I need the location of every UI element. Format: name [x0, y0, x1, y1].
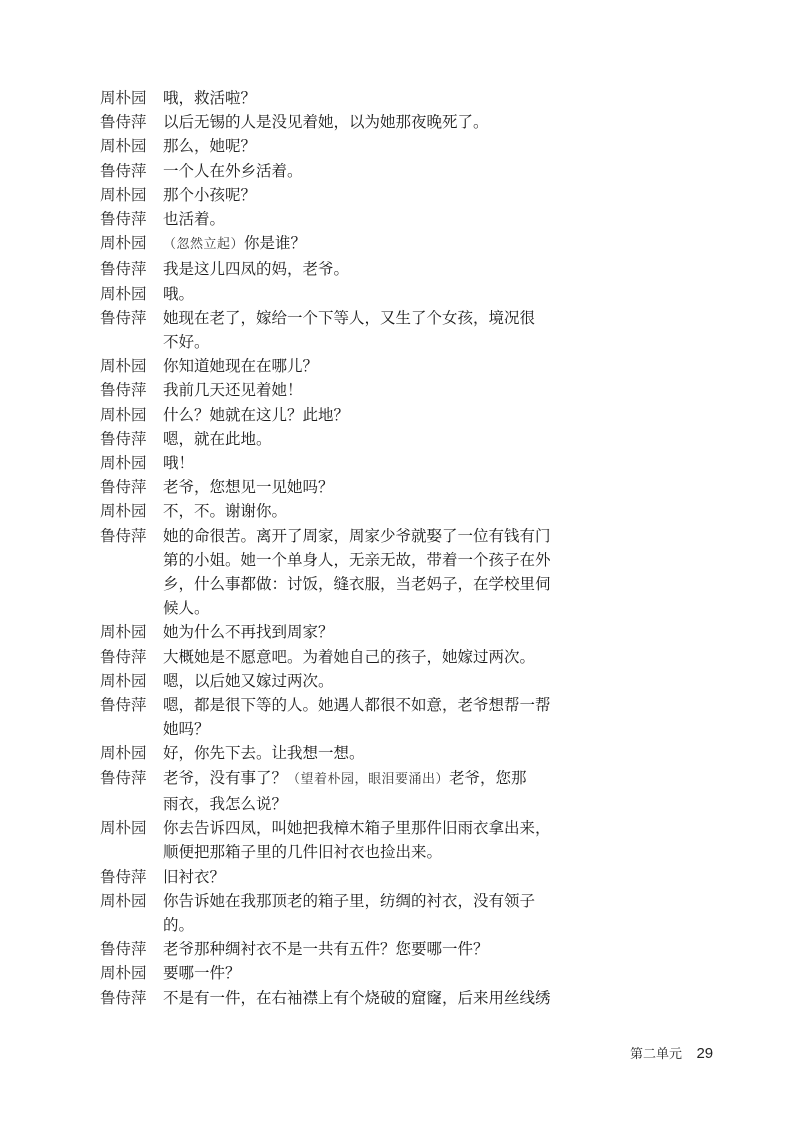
script-dialogue	[100, 86, 560, 1010]
speaker-name: 周朴园	[100, 185, 147, 204]
stage-direction: （望着朴园，眼泪要涌出）	[287, 771, 450, 787]
dialogue-line	[100, 986, 560, 1010]
speech-text: 嗯，以后她又嫁过两次。	[163, 671, 334, 690]
text-line	[163, 717, 560, 741]
speech-text: 什么？她就在这儿？此地？	[163, 405, 350, 424]
page-number: 29	[696, 1045, 714, 1062]
speaker-name: 鲁侍萍	[100, 988, 147, 1007]
text-line	[163, 524, 560, 548]
dialogue-text	[163, 403, 560, 427]
text-line	[163, 620, 560, 644]
speech-text: 我是这儿四凤的妈，老爷。	[163, 260, 350, 279]
dialogue-line	[100, 865, 560, 889]
dialogue-text	[163, 306, 560, 354]
dialogue-text	[163, 961, 560, 985]
dialogue-line	[100, 499, 560, 523]
dialogue-text	[163, 937, 560, 961]
dialogue-line	[100, 475, 560, 499]
dialogue-text	[163, 427, 560, 451]
text-line	[163, 378, 560, 402]
speech-text: 候人。	[163, 599, 210, 618]
speaker-name: 鲁侍萍	[100, 768, 147, 787]
text-line	[163, 207, 560, 231]
speaker-name: 周朴园	[100, 891, 147, 910]
speech-text: 老爷，您那	[449, 768, 527, 787]
speech-text: 一个人在外乡活着。	[163, 161, 303, 180]
dialogue-line	[100, 403, 560, 427]
dialogue-text	[163, 766, 560, 816]
unit-label: 第二单元	[630, 1046, 683, 1061]
speaker-name: 鲁侍萍	[100, 161, 147, 180]
text-line	[163, 110, 560, 134]
speech-text: 老爷那种绸衬衣不是一共有五件？您要哪一件？	[163, 940, 489, 959]
text-line	[163, 865, 560, 889]
text-line	[163, 427, 560, 451]
text-line	[163, 86, 560, 110]
dialogue-line	[100, 159, 560, 183]
text-line	[163, 741, 560, 765]
speaker-name: 鲁侍萍	[100, 478, 147, 497]
dialogue-text	[163, 134, 560, 158]
dialogue-text	[163, 231, 560, 257]
dialogue-line	[100, 354, 560, 378]
dialogue-line	[100, 306, 560, 354]
speaker-name: 鲁侍萍	[100, 308, 147, 327]
text-line	[163, 986, 560, 1010]
speech-text: 你去告诉四凤，叫她把我樟木箱子里那件旧雨衣拿出来，	[163, 819, 551, 838]
speech-text: 你告诉她在我那顶老的箱子里，纺绸的衬衣，没有领子的。	[163, 891, 536, 934]
dialogue-line	[100, 451, 560, 475]
speaker-name: 周朴园	[100, 284, 147, 303]
text-line	[163, 669, 560, 693]
dialogue-text	[163, 110, 560, 134]
speech-text: 嗯，都是很下等的人。她遇人都很不如意，老爷想帮一帮	[163, 696, 551, 715]
dialogue-line	[100, 937, 560, 961]
speech-text: 你是谁？	[244, 234, 307, 253]
dialogue-text	[163, 741, 560, 765]
text-line	[163, 183, 560, 207]
text-line	[163, 134, 560, 158]
dialogue-text	[163, 620, 560, 644]
text-line	[163, 596, 560, 620]
dialogue-text	[163, 86, 560, 110]
text-line	[163, 548, 560, 572]
speech-text: 雨衣，我怎么说？	[163, 794, 288, 813]
dialogue-line	[100, 86, 560, 110]
text-line	[163, 792, 560, 816]
speech-text: 哦，救活啦？	[163, 89, 257, 107]
speech-text: 那么，她呢？	[163, 137, 257, 156]
speech-text: 大概她是不愿意吧。为着她自己的孩子，她嫁过两次。	[163, 647, 536, 666]
dialogue-text	[163, 693, 560, 741]
text-line	[163, 499, 560, 523]
dialogue-line	[100, 134, 560, 158]
speech-text: 那个小孩呢？	[163, 185, 257, 204]
speech-text: 顺便把那箱子里的几件旧衬衣也捡出来。	[163, 843, 443, 862]
dialogue-text	[163, 986, 560, 1010]
speaker-name: 周朴园	[100, 623, 147, 642]
speaker-name: 鲁侍萍	[100, 260, 147, 279]
dialogue-text	[163, 816, 560, 864]
speech-text: 老爷，没有事了？	[163, 768, 288, 787]
speech-text: 哦。	[163, 284, 195, 303]
dialogue-line	[100, 257, 560, 281]
text-line	[163, 889, 560, 937]
speech-text: 她吗？	[163, 720, 210, 739]
speech-text: 不是有一件，在右袖襟上有个烧破的窟窿，后来用丝线绣	[163, 988, 551, 1007]
dialogue-line	[100, 816, 560, 864]
speaker-name: 鲁侍萍	[100, 113, 147, 132]
dialogue-line	[100, 524, 560, 621]
text-line	[163, 159, 560, 183]
speech-text: 也活着。	[163, 210, 226, 229]
dialogue-line	[100, 889, 560, 937]
speaker-name: 鲁侍萍	[100, 940, 147, 959]
text-line	[163, 816, 560, 840]
dialogue-line	[100, 427, 560, 451]
stage-direction: （忽然立起）	[163, 237, 245, 253]
text-line	[163, 231, 560, 257]
speech-text: 不好。	[163, 333, 210, 352]
dialogue-text	[163, 645, 560, 669]
speech-text: 第的小姐。她一个单身人，无亲无故，带着一个孩子在外	[163, 550, 551, 569]
speech-text: 以后无锡的人是没见着她，以为她那夜晚死了。	[163, 113, 489, 132]
dialogue-line	[100, 693, 560, 741]
text-line	[163, 403, 560, 427]
text-line	[163, 937, 560, 961]
dialogue-line	[100, 645, 560, 669]
speaker-name: 鲁侍萍	[100, 867, 147, 886]
speaker-name: 周朴园	[100, 405, 147, 424]
dialogue-text	[163, 669, 560, 693]
dialogue-text	[163, 159, 560, 183]
speaker-name: 周朴园	[100, 671, 147, 690]
speaker-name: 周朴园	[100, 89, 147, 107]
dialogue-line	[100, 282, 560, 306]
speaker-name: 鲁侍萍	[100, 526, 147, 545]
speech-text: 她为什么不再找到周家？	[163, 623, 334, 642]
text-line	[163, 451, 560, 475]
text-line	[163, 693, 560, 717]
speaker-name: 周朴园	[100, 964, 147, 983]
dialogue-text	[163, 451, 560, 475]
dialogue-text	[163, 257, 560, 281]
dialogue-line	[100, 741, 560, 765]
speaker-name: 周朴园	[100, 819, 147, 838]
speaker-name: 鲁侍萍	[100, 429, 147, 448]
dialogue-text	[163, 524, 560, 621]
text-line	[163, 645, 560, 669]
speech-text: 好，你先下去。让我想一想。	[163, 744, 365, 763]
speech-text: 她现在老了，嫁给一个下等人，又生了个女孩，境况很	[163, 308, 536, 327]
text-line	[163, 330, 560, 354]
speaker-name: 周朴园	[100, 744, 147, 763]
dialogue-line	[100, 669, 560, 693]
speech-text: 旧衬衣？	[163, 867, 226, 886]
dialogue-line	[100, 183, 560, 207]
dialogue-text	[163, 183, 560, 207]
dialogue-text	[163, 889, 560, 937]
text-line	[163, 306, 560, 330]
text-line	[163, 257, 560, 281]
dialogue-text	[163, 499, 560, 523]
text-line	[163, 475, 560, 499]
dialogue-text	[163, 378, 560, 402]
dialogue-line	[100, 207, 560, 231]
speaker-name: 周朴园	[100, 357, 147, 376]
dialogue-text	[163, 865, 560, 889]
dialogue-text	[163, 207, 560, 231]
speech-text: 我前几天还见着她！	[163, 381, 303, 400]
speech-text: 她的命很苦。离开了周家，周家少爷就娶了一位有钱有门	[163, 526, 551, 545]
speaker-name: 周朴园	[100, 454, 147, 473]
page-footer	[630, 1043, 713, 1063]
dialogue-line	[100, 961, 560, 985]
dialogue-line	[100, 378, 560, 402]
speaker-name: 周朴园	[100, 234, 147, 253]
text-line	[163, 840, 560, 864]
speaker-name: 周朴园	[100, 502, 147, 521]
text-line	[163, 354, 560, 378]
speech-text: 嗯，就在此地。	[163, 429, 272, 448]
speaker-name: 周朴园	[100, 137, 147, 156]
speech-text: 要哪一件？	[163, 964, 241, 983]
speaker-name: 鲁侍萍	[100, 210, 147, 229]
dialogue-text	[163, 475, 560, 499]
speaker-name: 鲁侍萍	[100, 696, 147, 715]
speaker-name: 鲁侍萍	[100, 647, 147, 666]
text-line	[163, 766, 560, 792]
dialogue-line	[100, 110, 560, 134]
speech-text: 老爷，您想见一见她吗？	[163, 478, 334, 497]
speech-text: 乡，什么事都做：讨饭，缝衣服，当老妈子，在学校里伺	[163, 575, 551, 594]
speech-text: 你知道她现在在哪儿？	[163, 357, 319, 376]
text-line	[163, 961, 560, 985]
text-line	[163, 572, 560, 596]
dialogue-line	[100, 766, 560, 816]
speech-text: 哦！	[163, 454, 195, 473]
text-line	[163, 282, 560, 306]
dialogue-line	[100, 620, 560, 644]
dialogue-line	[100, 231, 560, 257]
dialogue-text	[163, 354, 560, 378]
dialogue-text	[163, 282, 560, 306]
speech-text: 不，不。谢谢你。	[163, 502, 288, 521]
speaker-name: 鲁侍萍	[100, 381, 147, 400]
